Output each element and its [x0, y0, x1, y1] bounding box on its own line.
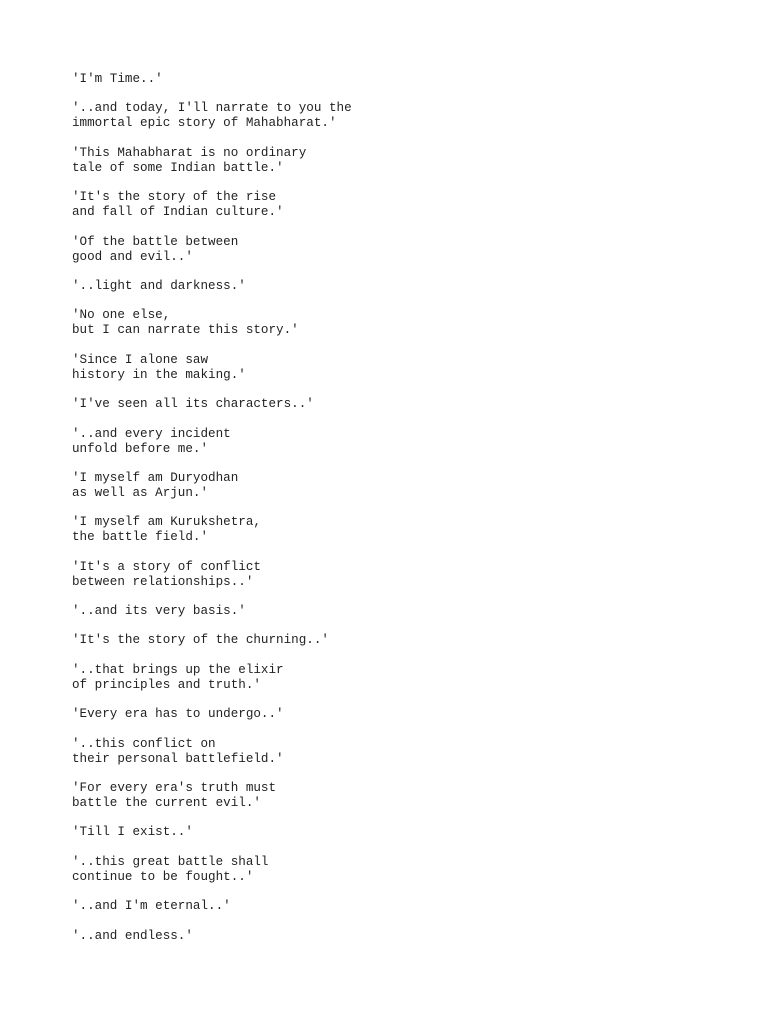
subtitle-line: 'I myself am Duryodhan as well as Arjun.': [72, 470, 239, 500]
subtitle-line: 'Every era has to undergo..': [72, 707, 284, 722]
subtitle-line: 'Since I alone saw history in the making.': [72, 352, 246, 382]
subtitle-line: 'For every era's truth must battle the current evil.': [72, 781, 277, 811]
subtitle-line: 'I've seen all its characters..': [72, 397, 314, 412]
subtitle-line: 'I'm Time..': [72, 72, 163, 86]
subtitle-line: 'Of the battle between good and evil..': [72, 234, 239, 264]
subtitle-line: 'This Mahabharat is no ordinary tale of some Indian battle.': [72, 145, 307, 175]
subtitle-line: '..and I'm eternal..': [72, 899, 231, 914]
subtitle-line: '..and its very basis.': [72, 604, 246, 619]
subtitle-line: 'It's the story of the churning..': [72, 633, 329, 648]
subtitle-line: '..and every incident unfold before me.': [72, 426, 231, 456]
subtitle-line: '..this conflict on their personal battlefield.': [72, 736, 284, 766]
subtitle-line: 'It's the story of the rise and fall of Indian culture.': [72, 190, 284, 220]
subtitle-line: '..this great battle shall continue to be fought..': [72, 854, 269, 884]
subtitle-line: '..and endless.': [72, 928, 193, 943]
subtitle-line: 'Till I exist..': [72, 825, 193, 840]
subtitle-line: '..that brings up the elixir of principles and truth.': [72, 662, 284, 692]
subtitle-line: '..light and darkness.': [72, 278, 246, 293]
subtitle-line: '..and today, I'll narrate to you the immortal epic story of Mahabharat.': [72, 101, 352, 131]
subtitle-line: 'No one else, but I can narrate this story.': [72, 308, 299, 338]
subtitle-line: 'It's a story of conflict between relationships..': [72, 559, 261, 589]
document-page: [72, 72, 712, 958]
subtitle-line: 'I myself am Kurukshetra, the battle field.': [72, 515, 261, 545]
